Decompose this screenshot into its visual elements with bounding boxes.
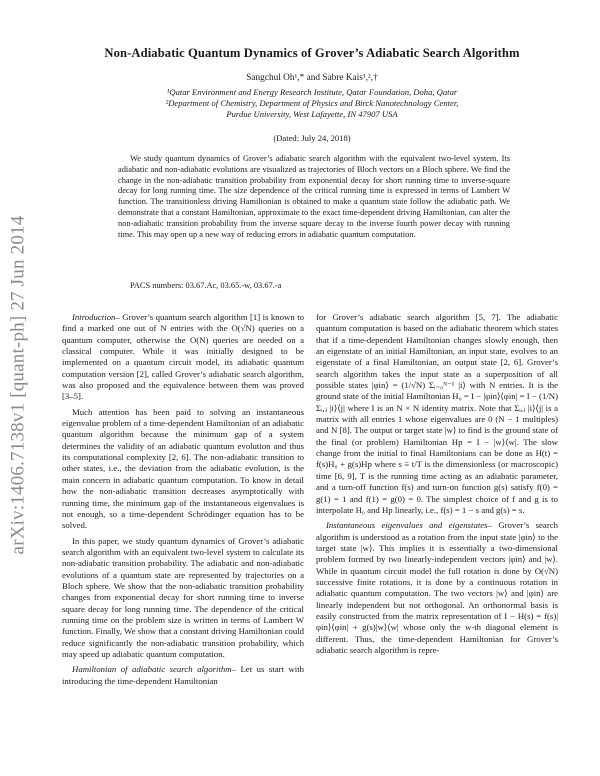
arxiv-identifier-sidebar: [4, 170, 32, 600]
abstract-text: We study quantum dynamics of Grover’s adiabatic search algorithm with the equivalent two-level system. Its adiabatic and non-adiabatic evolutions are visualized as trajectories of Bloch vectors on a Bloch sphere. We find the change in the non-adiabatic transition probability from exponential decay for short running time to inverse-square decay for long running time. The size dependence of the critical running time is expressed in terms of Lambert W function. The transitionless driving Hamiltonian is obtained to make a quantum state follow the adiabatic path. We demonstrate that a constant Hamiltonian, approximate to the exact time-dependent driving Hamiltonian, can alter the non-adiabatic transition probability from the inverse square decay to the inverse fourth power decay with running time. This may open up a new way of reducing errors in adiabatic quantum computation.: [118, 154, 510, 239]
paragraph-text: Grover’s quantum search algorithm [1] is known to find a marked one out of N entries with the O(√N) queries on a quantum computer, otherwise the O(N) queries are needed on a classical computer. While it was initially designed to be implemented on a quantum circuit model, its adiabatic quantum computation version [2], called Grover’s adiabatic search algorithm, was also proposed and the equivalence between them was proved [3–5].: [62, 312, 304, 402]
paragraph: [62, 664, 304, 687]
paragraph: [62, 312, 304, 403]
paragraph: [62, 407, 304, 532]
affiliation-line: Purdue University, West Lafayette, IN 47907 USA: [226, 109, 398, 120]
affiliation-line: ²Department of Chemistry, Department of Physics and Birck Nanotechnology Center,: [165, 98, 459, 109]
paragraph-text: Let us start with introducing the time-dependent Hamiltonian: [62, 664, 304, 686]
paragraph: [62, 536, 304, 661]
affiliation-line: ¹Qatar Environment and Energy Research Institute, Qatar Foundation, Doha, Qatar: [166, 87, 458, 97]
pacs-numbers: PACS numbers: 03.67.Ac, 03.65.-w, 03.67.-a: [130, 281, 282, 290]
author-list: Sangchul Oh¹,* and Sabre Kais¹,²,†: [246, 73, 378, 83]
left-column: [62, 312, 304, 687]
paragraph-text: Grover’s search algorithm is understood as a rotation from the input state |φin⟩ to the target state |w⟩. This implies it is essentially a two-dimensional problem formed by two linearly-independent vectors |φin⟩ and |w⟩. While in quantum circuit model the full rotation is done by O(√N) successive finite rotations, it is done by a continuous rotation in adiabatic quantum computation. The two vectors |w⟩ and |φin⟩ are linearly independent but not orthogonal. An orthonormal basis is easily constructed from the matrix representation of I − H(s) = f(s)|φin⟩⟨φin| + g(s)|w⟩⟨w| whose only the w-th diagonal element is different. Thus, the time-dependent Hamiltonian for Grover’s adiabatic search algorithm is repre-: [316, 520, 558, 655]
paragraph-text: Much attention has been paid to solving an instantaneous eigenvalue problem of a time-dependent Hamiltonian of an adiabatic quantum algorithm because the minimum gap of a system determines the validity of an adiabatic quantum evolution and thus its computational complexity [2, 6]. The non-adiabatic transition to other states, i.e., the deviation from the adiabatic evolution, is the main concern in adiabatic quantum computation. To know in detail how the non-adiabatic transition decreases asymptotically with running time, the minimum gap of the instantaneous eigenvalues is not enough, so a time-dependent Schrödinger equation has to be solved.: [62, 406, 304, 531]
paragraph-text: In this paper, we study quantum dynamics of Grover’s adiabatic search algorithm with an equivalent two-level system to calculate its non-adiabatic transition probability. The adiabatic and non-adiabatic evolutions of a quantum state are represented by trajectories on a Bloch sphere. We show that the non-adiabatic transition probability changes from exponential decay for short running time to inverse square decay for long running time. The dependence of the critical running time on the problem size is written in terms of Lambert W function. Finally, We show that a constant driving Hamiltonian could reduce significantly the non-adiabatic transition probability, which may speed up adiabatic quantum computation.: [62, 535, 304, 659]
section-lead: Instantaneous eigenvalues and eigenstates–: [326, 520, 492, 531]
paragraph: [316, 312, 558, 516]
arxiv-id-text: arXiv:1406.7138v1 [quant-ph] 27 Jun 2014: [7, 215, 29, 555]
right-column: [316, 312, 558, 656]
abstract: [118, 154, 510, 240]
affiliations: [50, 87, 574, 121]
paper-title: Non-Adiabatic Quantum Dynamics of Grover’s Adiabatic Search Algorithm: [104, 46, 520, 60]
paragraph: [316, 520, 558, 656]
section-lead: Introduction–: [72, 312, 120, 322]
paragraph-text: for Grover’s adiabatic search algorithm [5, 7]. The adiabatic quantum computation is based on the adiabatic theorem which states that if a time-dependent Hamiltonian changes slowly enough, then an eigenstate of an initial Hamiltonian, an input state, evolves to an eigenstate of a final Hamiltonian, an output state [2, 6]. Grover’s search algorithm takes the input state as a superposition of all possible states |φin⟩ = (1/√N) Σᵢ₌₀ᴺ⁻¹ |i⟩ with N entries. It is the ground state of the initial Hamiltonian H₀ = I − |φin⟩⟨φin| = I − (1/N) Σᵢ,ⱼ |i⟩⟨j| where I is an N × N identity matrix. Note that Σᵢ,ⱼ |i⟩⟨j| is a matrix with all entries 1 whose eigenvalues are 0 (N − 1 multiples) and N [8]. The output or target state |w⟩ to find is the ground state of the final (or problem) Hamiltonian Hp = I − |w⟩⟨w|. The slow change from the initial to final Hamiltonians can be done as H(t) = f(s)H₀ + g(s)Hp where s ≡ t/T is the dimensionless (or macroscopic) time [6, 9], T is the running time acting as an adiabatic parameter, and a turn-off function f(s) and turn-on function g(s) satisfy f(0) = g(1) = 1 and f(1) = g(0) = 0. The simplest choice of f and g is to interpolate H₀ and Hp linearly, i.e., f(s) = 1 − s and g(s) = s.: [316, 312, 558, 515]
dated-line: (Dated: July 24, 2018): [273, 133, 351, 143]
section-lead: Hamiltonian of adiabatic search algorithm–: [72, 664, 236, 675]
